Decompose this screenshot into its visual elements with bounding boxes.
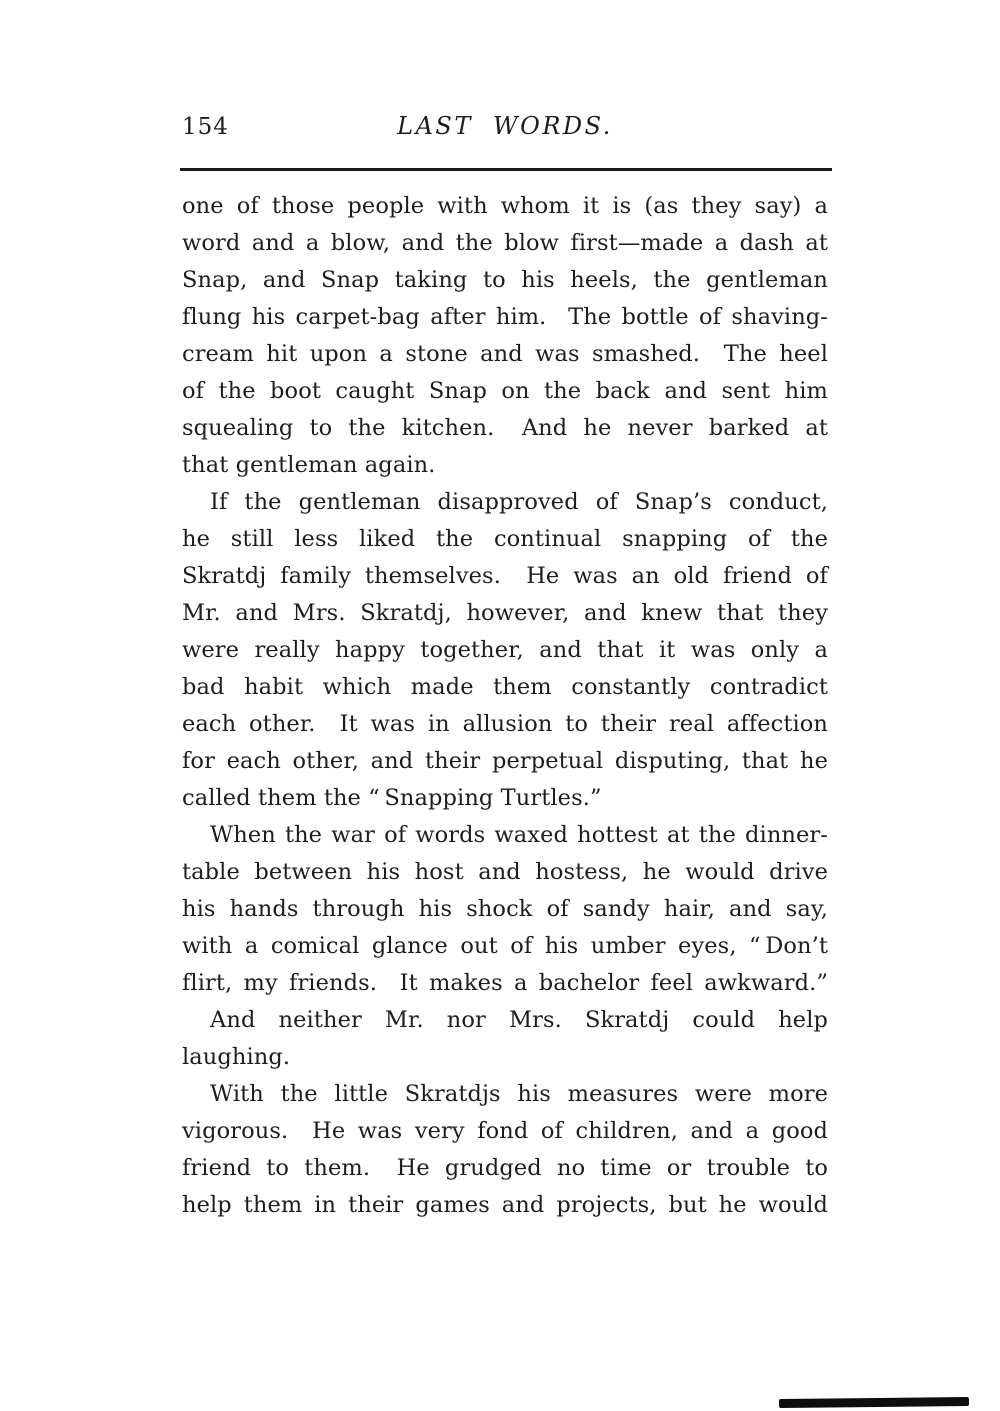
text-line: one of those people with whom it is (as they say) a xyxy=(182,193,828,219)
text-line: Snap, and Snap taking to his heels, the gentleman xyxy=(182,267,828,293)
text-line: with a comical glance out of his umber eyes, “ Don’t xyxy=(182,933,828,959)
text-line: for each other, and their perpetual disputing, that he xyxy=(182,748,828,774)
text-line: word and a blow, and the blow first—made a dash at xyxy=(182,230,828,256)
text-line: When the war of words waxed hottest at the dinner- xyxy=(210,822,828,848)
text-line: Skratdj family themselves. He was an old friend of xyxy=(182,563,828,589)
header-rule xyxy=(180,168,832,171)
text-line: flung his carpet-bag after him. The bottle of shaving- xyxy=(182,304,828,330)
text-line: bad habit which made them constantly contradict xyxy=(182,674,828,700)
text-line: were really happy together, and that it was only a xyxy=(182,637,828,663)
body-text xyxy=(182,188,828,1224)
text-line: of the boot caught Snap on the back and sent him xyxy=(182,378,828,404)
text-line: flirt, my friends. It makes a bachelor feel awkward.” xyxy=(182,970,828,996)
text-line: his hands through his shock of sandy hair, and say, xyxy=(182,896,828,922)
scan-artifact-mark xyxy=(779,1397,969,1408)
running-head-title: LAST WORDS. xyxy=(397,112,613,140)
text-line: table between his host and hostess, he would drive xyxy=(182,859,828,885)
text-line: And neither Mr. nor Mrs. Skratdj could help xyxy=(210,1007,828,1033)
text-line: friend to them. He grudged no time or trouble to xyxy=(182,1155,828,1181)
text-line: cream hit upon a stone and was smashed. The heel xyxy=(182,341,828,367)
text-line: he still less liked the continual snapping of the xyxy=(182,526,828,552)
page-number: 154 xyxy=(182,114,229,140)
text-line: If the gentleman disapproved of Snap’s conduct, xyxy=(210,489,828,515)
text-line: called them the “ Snapping Turtles.” xyxy=(182,785,602,811)
text-line: squealing to the kitchen. And he never barked at xyxy=(182,415,828,441)
text-line: each other. It was in allusion to their real affection xyxy=(182,711,828,737)
text-line: laughing. xyxy=(182,1044,291,1070)
text-line: Mr. and Mrs. Skratdj, however, and knew that they xyxy=(182,600,828,626)
text-line: With the little Skratdjs his measures were more xyxy=(210,1081,828,1107)
text-line: vigorous. He was very fond of children, and a good xyxy=(182,1118,828,1144)
text-line: that gentleman again. xyxy=(182,452,436,478)
text-line: help them in their games and projects, but he would xyxy=(182,1192,828,1218)
